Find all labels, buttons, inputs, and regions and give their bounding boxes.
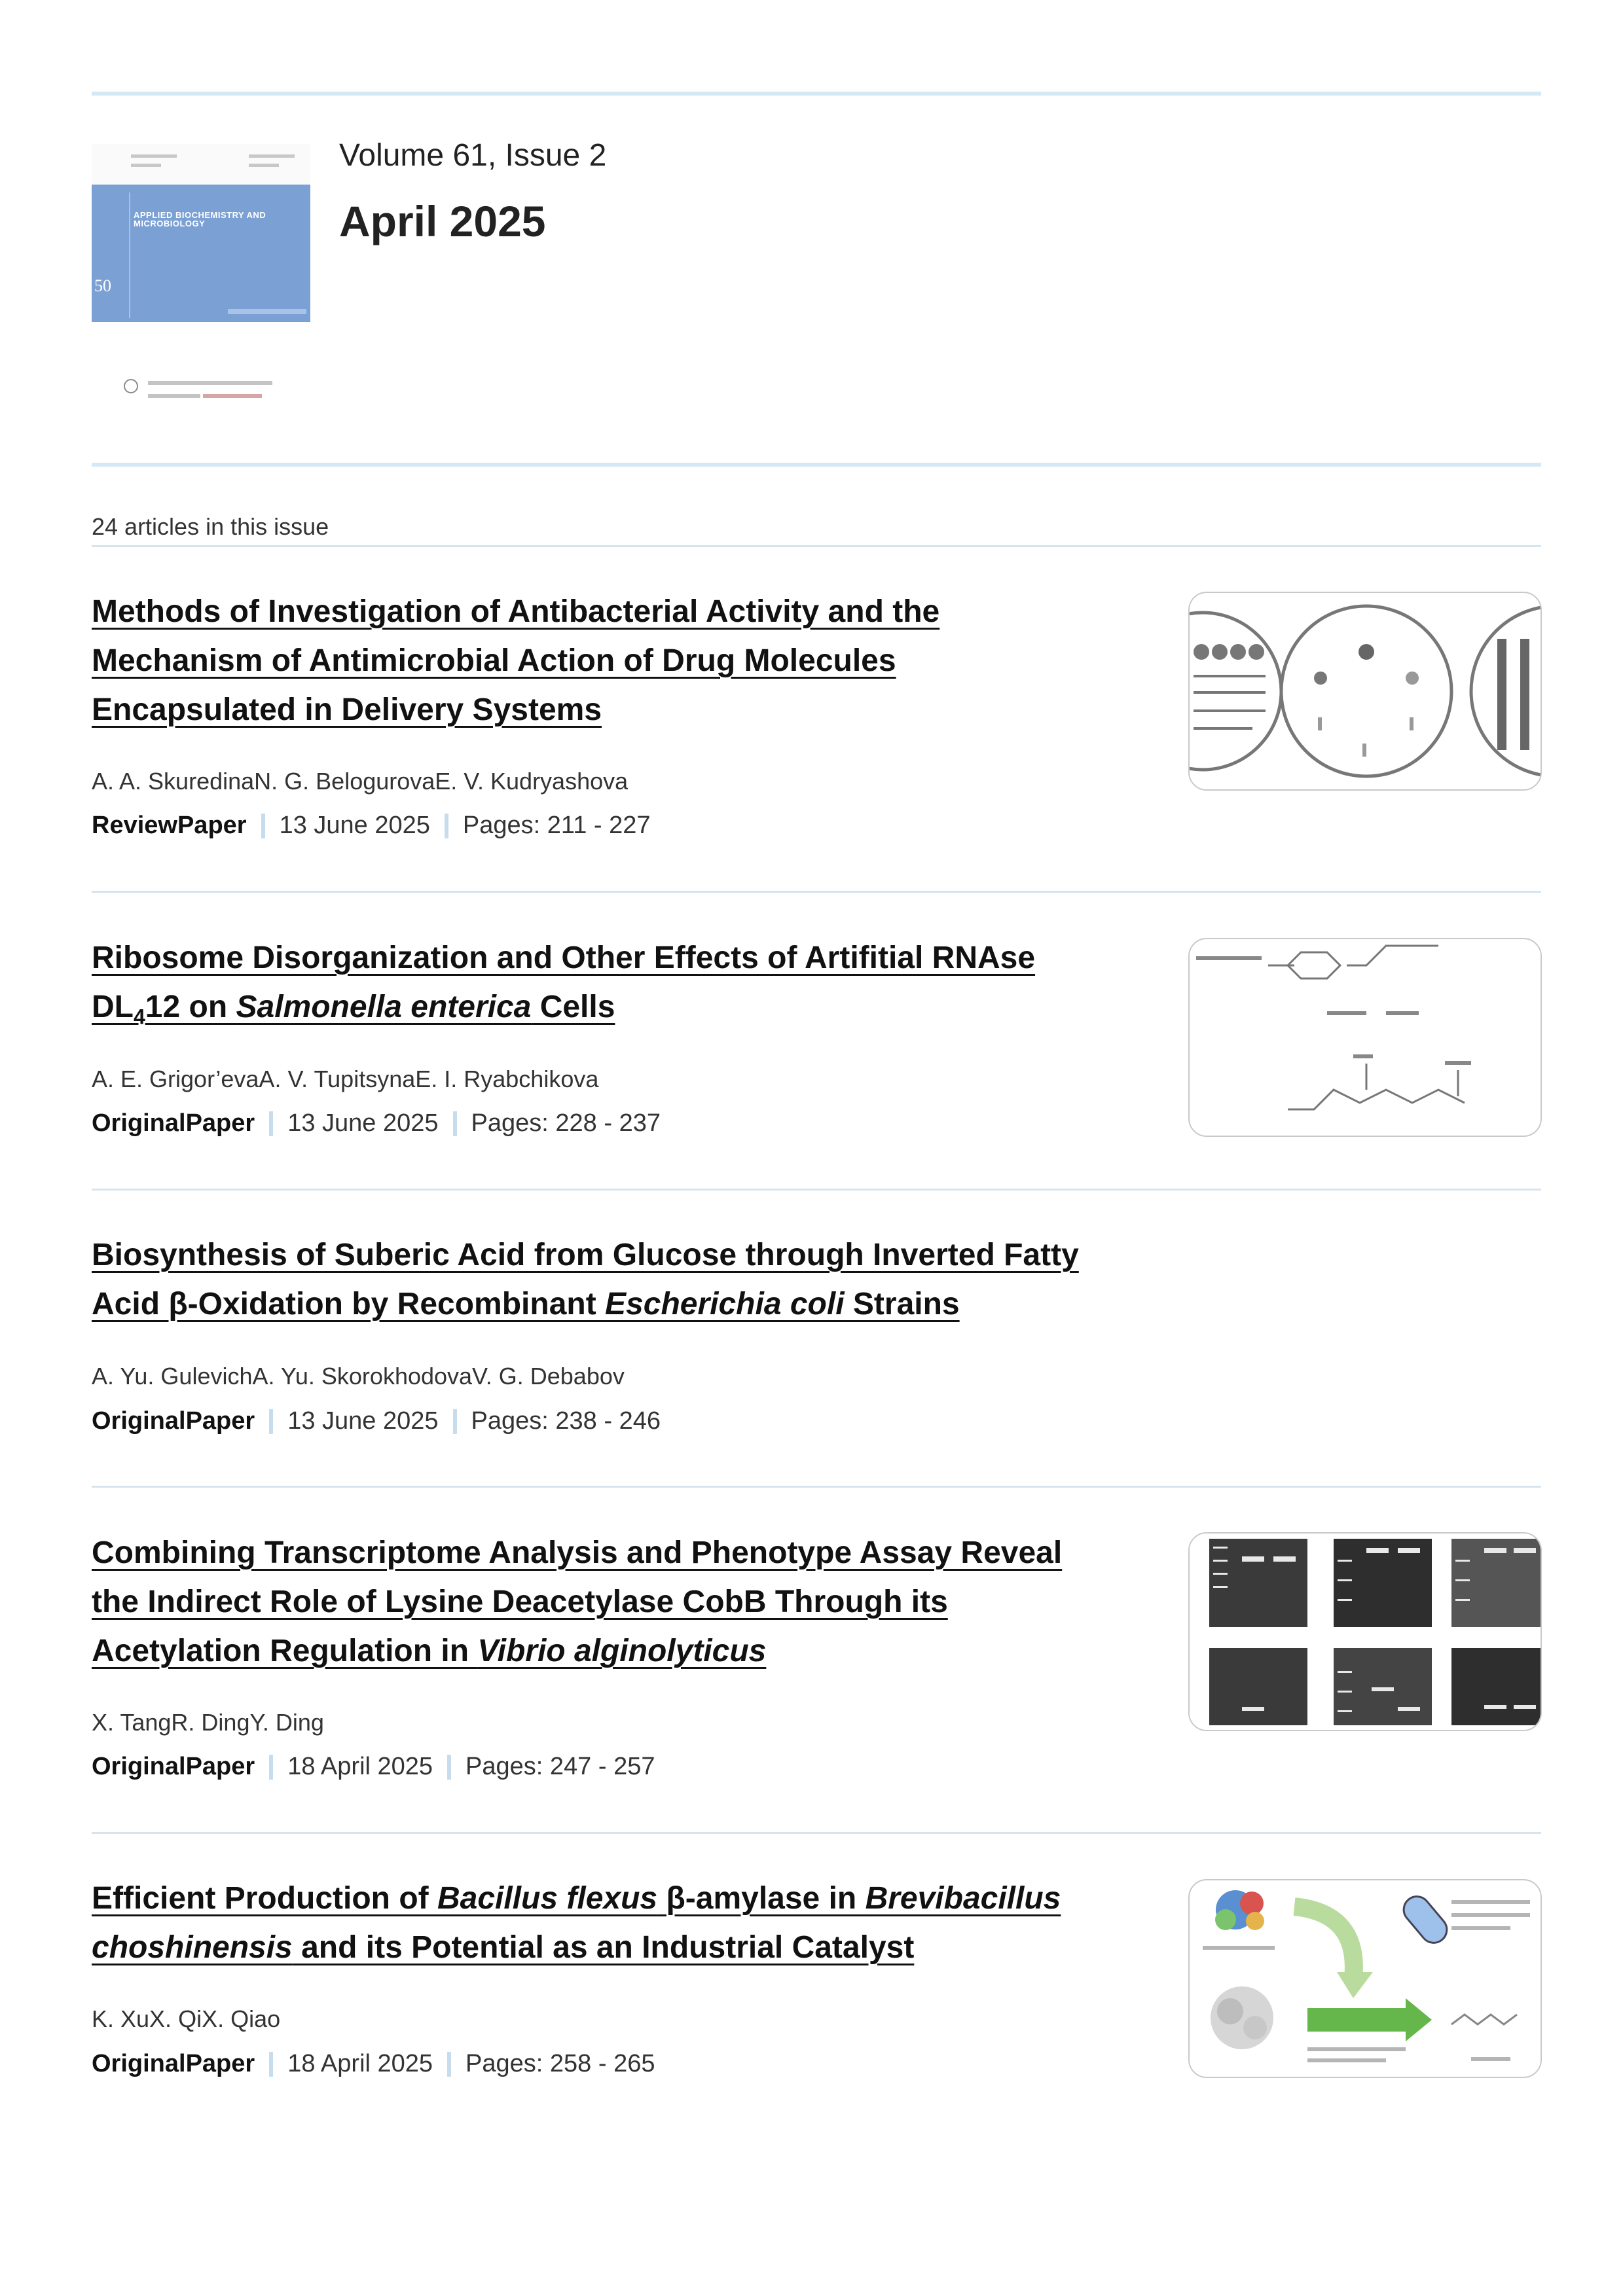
- top-rule: [92, 92, 1541, 96]
- article-type: OriginalPaper: [92, 1407, 255, 1435]
- article-title-link[interactable]: Efficient Production of Bacillus flexus β-amylase in Brevibacillus choshinensis and its Potential as an Industrial Catalyst: [92, 1881, 1061, 1965]
- article-type: OriginalPaper: [92, 1109, 255, 1137]
- issue-date: April 2025: [339, 197, 546, 245]
- article-authors: A. E. Grigor’evaA. V. TupitsynaE. I. Ryabchikova: [92, 1066, 599, 1092]
- article-authors: A. Yu. GulevichA. Yu. SkorokhodovaV. G. Debabov: [92, 1363, 625, 1390]
- article-pages: Pages: 211 - 227: [462, 812, 651, 839]
- article-title-link[interactable]: Biosynthesis of Suberic Acid from Glucose through Inverted Fatty Acid β-Oxidation by Recombinant Escherichia coli Strains: [92, 1238, 1079, 1321]
- article-authors: K. XuX. QiX. Qiao: [92, 2005, 281, 2032]
- publisher-logo: [122, 372, 279, 408]
- article-meta: [92, 2050, 655, 2078]
- article-separator: [92, 1486, 1541, 1488]
- article-separator: [92, 891, 1541, 893]
- article-type: OriginalPaper: [92, 2050, 255, 2077]
- article-date: 18 April 2025: [287, 2050, 433, 2077]
- article-date: 13 June 2025: [287, 1109, 439, 1137]
- article-date: 13 June 2025: [287, 1407, 439, 1435]
- list-top-rule: [92, 545, 1541, 547]
- article-pages: Pages: 238 - 246: [471, 1407, 661, 1435]
- journal-cover-image[interactable]: [92, 185, 310, 322]
- article-authors: A. A. SkuredinaN. G. BelogurovaE. V. Kudryashova: [92, 768, 629, 795]
- article-pages: Pages: 228 - 237: [471, 1109, 661, 1137]
- article-meta: [92, 1407, 661, 1435]
- article-title-link[interactable]: Ribosome Disorganization and Other Effects of Artifitial RNAse $DL_412$ on Salmonella enterica Cells: [92, 941, 1036, 1029]
- article-separator: [92, 1189, 1541, 1191]
- article-authors: X. TangR. DingY. Ding: [92, 1709, 324, 1736]
- article-title-link[interactable]: Combining Transcriptome Analysis and Phenotype Assay Reveal the Indirect Role of Lysine Deacetylase CobB Through its Acetylation Regulation in Vibrio alginolyticus: [92, 1535, 1063, 1668]
- article-thumbnail[interactable]: [1188, 1879, 1542, 2078]
- article-title-link[interactable]: Methods of Investigation of Antibacterial Activity and the Mechanism of Antimicrobial Action of Drug Molecules Encapsulated in Delivery Systems: [92, 594, 940, 727]
- article-meta: [92, 812, 651, 840]
- cover-title: APPLIED BIOCHEMISTRY AND MICROBIOLOGY: [134, 210, 266, 228]
- article-pages: Pages: 247 - 257: [465, 1753, 655, 1780]
- article-separator: [92, 1832, 1541, 1834]
- article-type: ReviewPaper: [92, 812, 247, 839]
- articles-count: 24 articles in this issue: [92, 513, 329, 540]
- article-meta: [92, 1753, 655, 1781]
- article-thumbnail[interactable]: [1188, 592, 1542, 791]
- article-date: 13 June 2025: [279, 812, 430, 839]
- header-bottom-rule: [92, 463, 1541, 467]
- article-thumbnail[interactable]: [1188, 1532, 1542, 1731]
- article-meta: [92, 1109, 661, 1138]
- issue-volume: Volume 61, Issue 2: [339, 138, 607, 173]
- article-pages: Pages: 258 - 265: [465, 2050, 655, 2077]
- article-date: 18 April 2025: [287, 1753, 433, 1780]
- cover-number: 50: [94, 276, 111, 295]
- article-type: OriginalPaper: [92, 1753, 255, 1780]
- article-thumbnail[interactable]: [1188, 938, 1542, 1137]
